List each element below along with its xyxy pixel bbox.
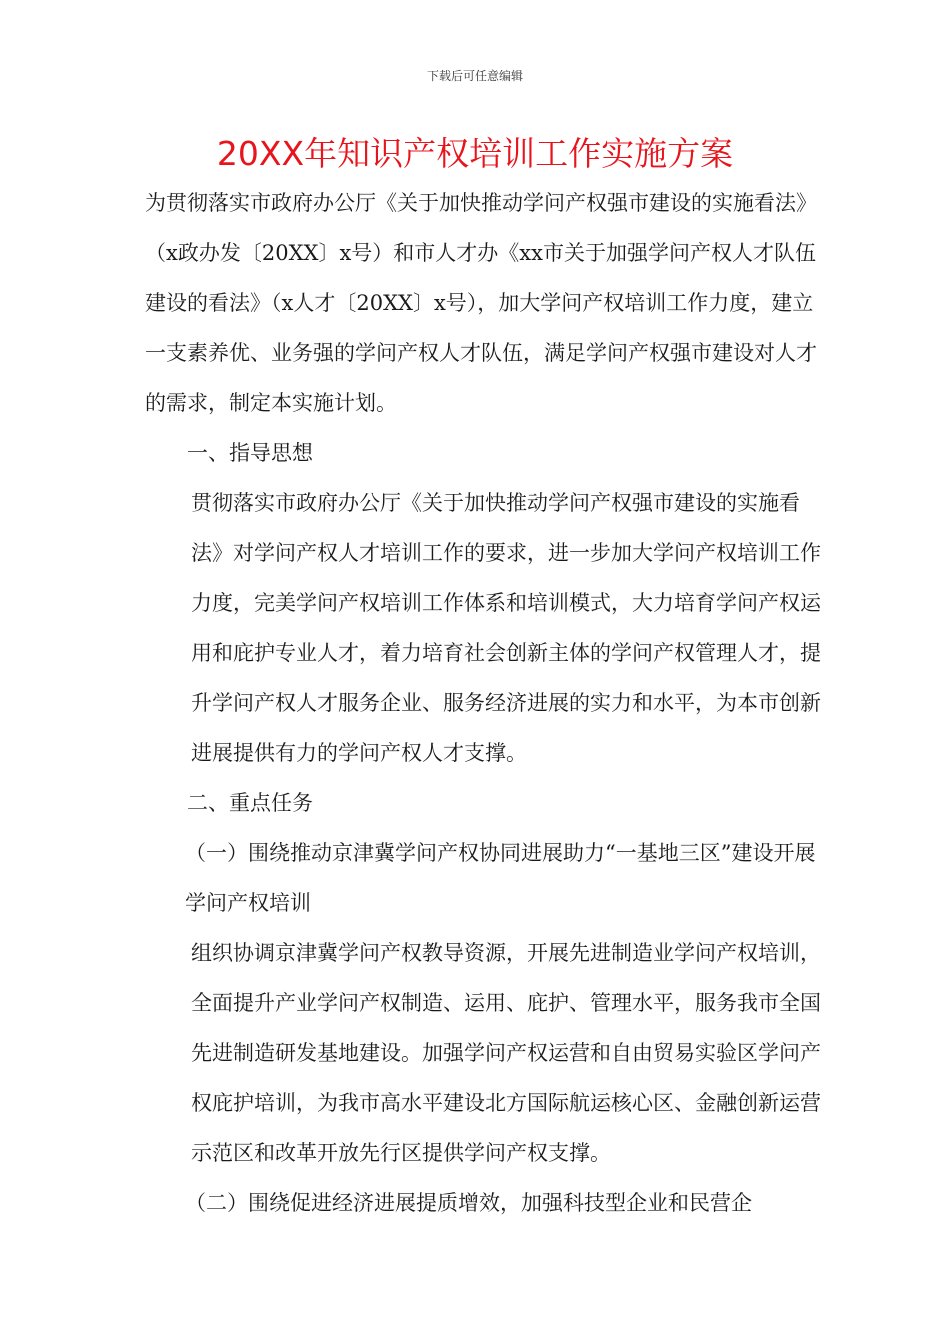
subsection-heading-2: （二）围绕促进经济进展提质增效，加强科技型企业和民营企 [185, 1191, 752, 1215]
section-heading-guiding-ideology: 一、指导思想 [187, 441, 313, 465]
page-header: 下载后可任意编辑 [426, 69, 523, 83]
intro-paragraph: 为贯彻落实市政府办公厅《关于加快推动学问产权强市建设的实施看法》（x政办发〔20XX〕x号）和市人才办《xx市关于加强学问产权人才队伍建设的看法》（x人才〔20XX〕x号），加大学问产权培训工作力度，建立一支素养优、业务强的学问产权人才队伍，满足学问产权强市建设对人才的需求，制定本实施计划。 [145, 191, 817, 415]
document-title: 20XX年知识产权培训工作实施方案 [216, 134, 734, 173]
section-heading-key-tasks: 二、重点任务 [187, 791, 313, 815]
document-body [145, 178, 825, 1228]
subsection-heading-1: （一）围绕推动京津冀学问产权协同进展助力“一基地三区”建设开展学问产权培训 [185, 841, 816, 915]
subsection-1-paragraph: 组织协调京津冀学问产权教导资源，开展先进制造业学问产权培训，全面提升产业学问产权制造、运用、庇护、管理水平，服务我市全国先进制造研发基地建设。加强学问产权运营和自由贸易实验区学问产权庇护培训，为我市高水平建设北方国际航运核心区、金融创新运营示范区和改革开放先行区提供学问产权支撑。 [191, 941, 821, 1165]
guiding-ideology-paragraph: 贯彻落实市政府办公厅《关于加快推动学问产权强市建设的实施看法》对学问产权人才培训工作的要求，进一步加大学问产权培训工作力度，完美学问产权培训工作体系和培训模式，大力培育学问产权运用和庇护专业人才，着力培育社会创新主体的学问产权管理人才，提升学问产权人才服务企业、服务经济进展的实力和水平，为本市创新进展提供有力的学问产权人才支撑。 [191, 491, 821, 765]
